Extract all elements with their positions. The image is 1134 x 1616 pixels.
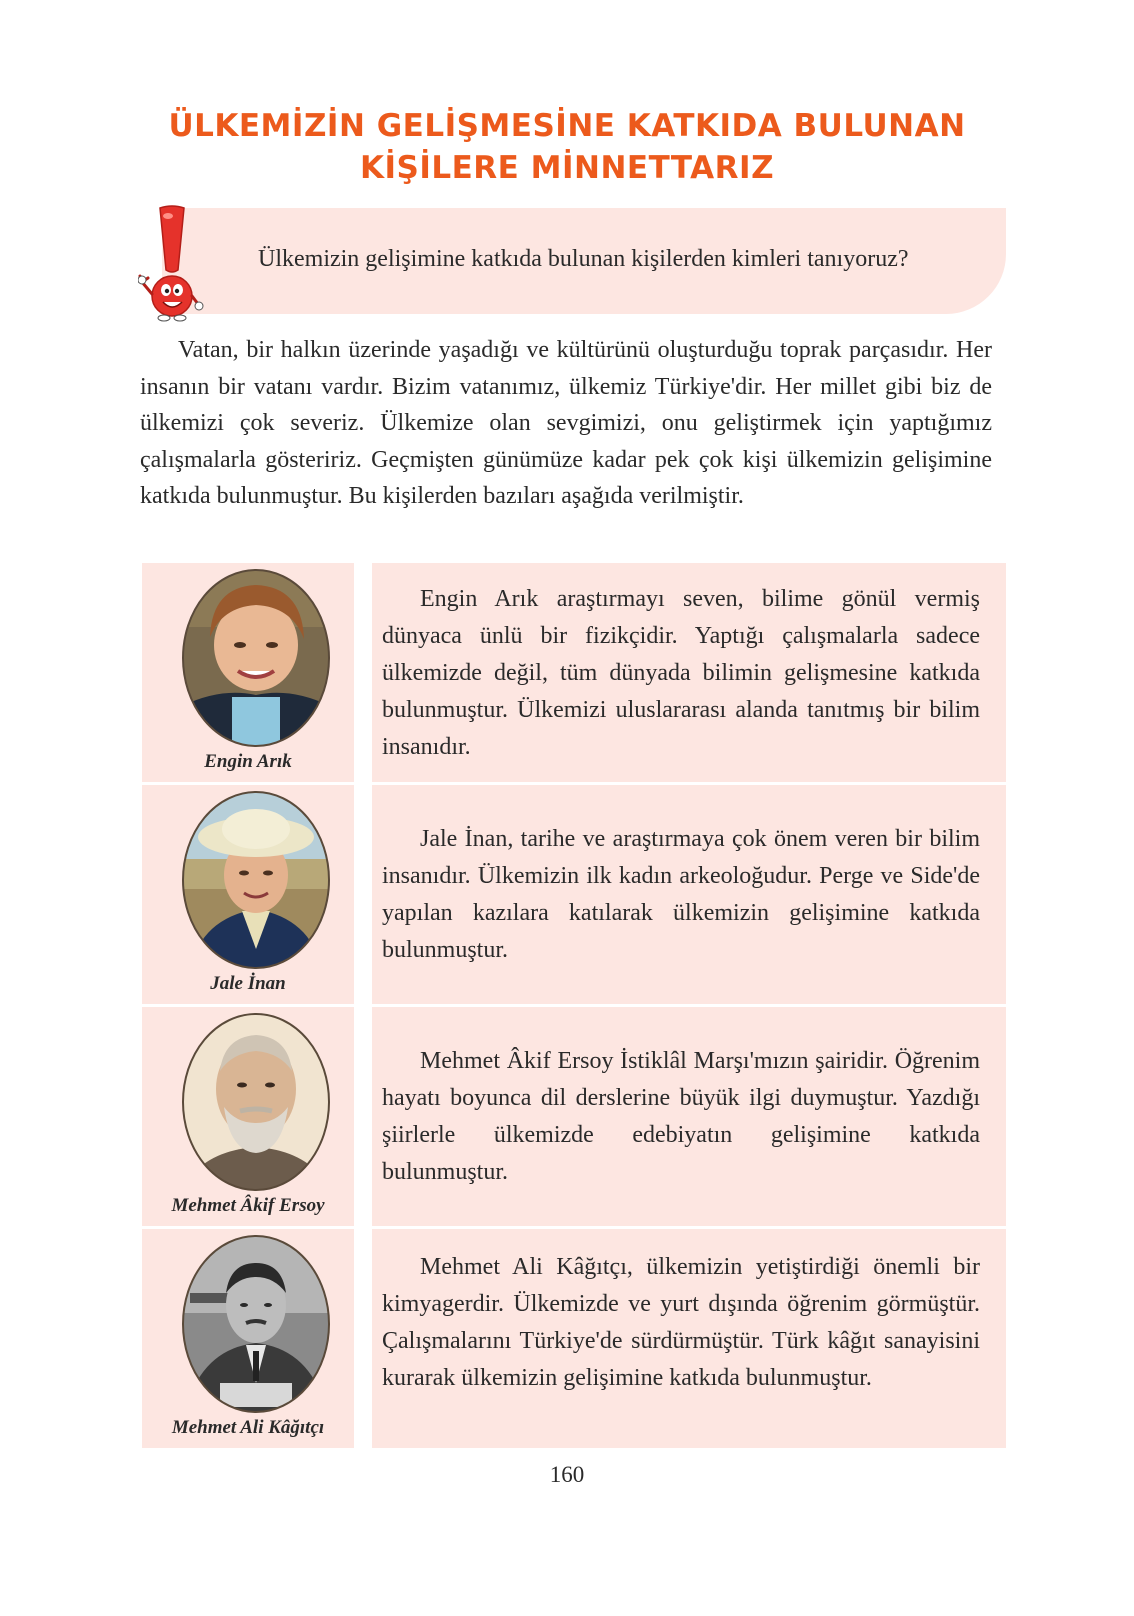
person-name: Engin Arık: [204, 751, 292, 772]
person-bio: Jale İnan, tarihe ve araştırmaya çok önem veren bir bilim insanıdır. Ülkemizin ilk kadın arkeoloğudur. Perge ve Side'de yapılan kazılara katılarak ülkemizin gelişimine katkıda bulunmuştur.: [382, 826, 980, 963]
person-row: [142, 563, 1006, 782]
person-row: [142, 1007, 1006, 1226]
portrait-mehmet-akif-ersoy: [180, 1011, 332, 1193]
portrait-jale-inan: [180, 789, 332, 971]
person-name: Mehmet Âkif Ersoy: [171, 1195, 325, 1216]
bio-cell: [372, 785, 1006, 1004]
intro-paragraph: Vatan, bir halkın üzerinde yaşadığı ve kültürünü oluşturduğu toprak parçasıdır. Her insanın bir vatanı vardır. Bizim vatanımız, ülkemiz Türkiye'dir. Her millet gibi biz de ülkemizi çok severiz. Ülkemize olan sevgimizi, onu geliştirmek için yaptığımız çalışmalarla gösteririz. Geçmişten günümüze kadar pek çok kişi ülkemizin gelişimine katkıda bulunmuştur. Bu kişilerden bazıları aşağıda verilmiştir.: [140, 337, 992, 509]
person-bio: Engin Arık araştırmayı seven, bilime gönül vermiş dünyaca ünlü bir fizikçidir. Yaptığı çalışmalarla sadece ülkemizde değil, tüm dünyada bilimin gelişmesine katkıda bulunmuştur. Ülkemizi uluslararası alanda tanıtmış bir bilim insanıdır.: [382, 586, 980, 760]
page-title-line-2: KİŞİLERE MİNNETTARIZ: [359, 150, 775, 186]
photo-cell: [142, 1007, 354, 1226]
person-bio: Mehmet Ali Kâğıtçı, ülkemizin yetiştirdiği önemli bir kimyagerdir. Ülkemizde ve yurt dışında öğrenim görmüştür. Çalışmalarını Türkiye'de sürdürmüştür. Türk kâğıt sanayisini kurarak ülkemizin gelişimine katkıda bulunmuştur.: [382, 1254, 980, 1391]
person-name: Jale İnan: [210, 973, 286, 994]
bio-cell: [372, 1229, 1006, 1448]
question-box: [162, 208, 1006, 314]
bio-cell: [372, 563, 1006, 782]
person-row: [142, 1229, 1006, 1448]
person-name: Mehmet Ali Kâğıtçı: [171, 1417, 325, 1438]
person-row: [142, 785, 1006, 1004]
exclamation-mascot-icon: [138, 204, 204, 322]
portrait-engin-arik: [180, 567, 332, 749]
photo-cell: [142, 563, 354, 782]
question-text: Ülkemizin gelişimine katkıda bulunan kişilerden kimleri tanıyoruz?: [258, 246, 909, 272]
portrait-mehmet-ali-kagitci: [180, 1233, 332, 1415]
page-title-line-1: ÜLKEMİZİN GELİŞMESİNE KATKIDA BULUNAN: [168, 108, 966, 144]
photo-cell: [142, 1229, 354, 1448]
person-bio: Mehmet Âkif Ersoy İstiklâl Marşı'mızın şairidir. Öğrenim hayatı boyunca dil derslerine büyük ilgi duymuştur. Yazdığı şiirlerle ülkemizde edebiyatın gelişimine katkıda bulunmuştur.: [382, 1048, 980, 1185]
bio-cell: [372, 1007, 1006, 1226]
page-number: 160: [549, 1462, 585, 1487]
photo-cell: [142, 785, 354, 1004]
